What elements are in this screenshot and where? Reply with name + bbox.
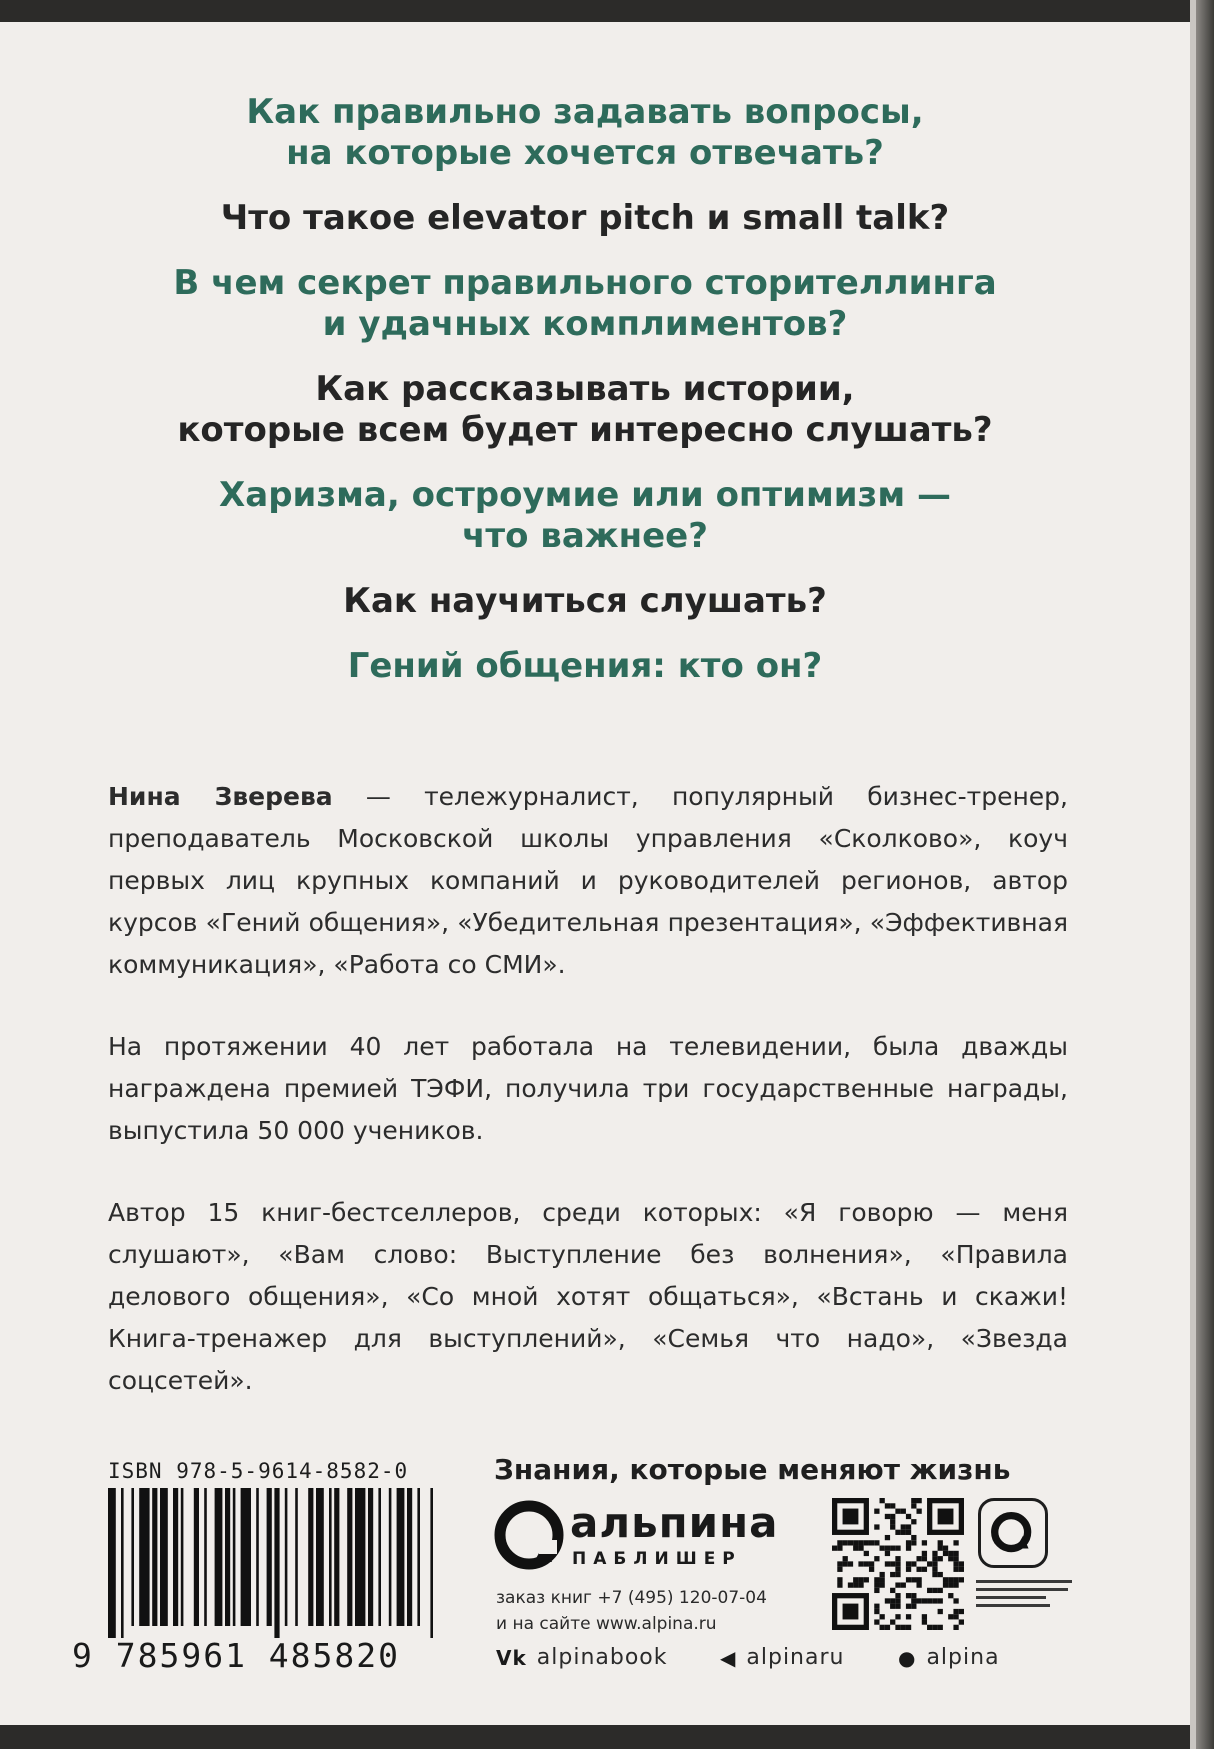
author-bio xyxy=(108,776,1068,1442)
question-2: Что такое elevator pitch и small talk? xyxy=(220,198,950,238)
bio-paragraph-1-text: — тележурналист, популярный бизнес-тренер, преподаватель Московской школы управления «Сколково», коуч первых лиц крупных компаний и руководителей регионов, автор курсов «Гений общения», «Убедительная презентация», «Эффективная коммуникация», «Работа со СМИ». xyxy=(108,782,1068,979)
qr-code-icon xyxy=(832,1498,964,1630)
publisher-tagline: Знания, которые меняют жизнь xyxy=(494,1453,1011,1486)
app-logo-icon xyxy=(981,1501,1045,1565)
social-alpina-label: alpina xyxy=(926,1645,1000,1670)
barcode-number: 9 785961 485820 xyxy=(72,1636,401,1675)
telegram-icon: ◀ xyxy=(720,1645,737,1670)
order-phone: заказ книг +7 (495) 120-07-04 xyxy=(496,1588,767,1608)
question-4: Как рассказывать истории, которые всем будет интересно слушать? xyxy=(177,369,993,450)
right-edge-shadow xyxy=(1196,0,1214,1749)
bio-paragraph-2: На протяжении 40 лет работала на телевидении, была дважды награждена премией ТЭФИ, получила три государственные награды, выпустила 50 000 учеников. xyxy=(108,1032,1068,1145)
social-alpina[interactable] xyxy=(898,1645,1000,1670)
social-telegram-label: alpinaru xyxy=(746,1645,845,1670)
publisher-brand-sub: ПАБЛИШЕР xyxy=(572,1549,742,1569)
isbn-text: ISBN 978-5-9614-8582-0 xyxy=(108,1459,409,1483)
question-3: В чем секрет правильного сторителлинга и удачных комплиментов? xyxy=(173,263,997,344)
top-edge-shadow xyxy=(0,0,1190,22)
social-vk[interactable] xyxy=(496,1645,668,1670)
question-5: Харизма, остроумие или оптимизм — что важнее? xyxy=(219,475,951,556)
question-7: Гений общения: кто он? xyxy=(347,646,823,686)
circle-icon: ● xyxy=(898,1645,917,1670)
app-store-caption-lines xyxy=(976,1580,1072,1612)
app-icon xyxy=(978,1498,1048,1568)
questions-block xyxy=(120,92,1050,711)
social-telegram[interactable] xyxy=(720,1645,844,1670)
author-name: Нина Зверева xyxy=(108,782,333,811)
bio-paragraph-3: Автор 15 книг-бестселлеров, среди которых: «Я говорю — меня слушают», «Вам слово: Выступление без волнения», «Правила делового общения», «Со мной хотят общаться», «Встань и скажи! Книга-тренажер для выступлений», «Семья что надо», «Звезда соцсетей». xyxy=(108,1198,1068,1395)
barcode xyxy=(108,1488,440,1638)
bottom-edge-shadow xyxy=(0,1725,1190,1749)
bio-paragraph-1 xyxy=(108,776,1068,986)
vk-icon: Vk xyxy=(496,1645,527,1670)
publisher-brand: альпина xyxy=(570,1498,779,1547)
question-1: Как правильно задавать вопросы, на которые хочется отвечать? xyxy=(246,92,924,173)
question-6: Как научиться слушать? xyxy=(343,581,827,621)
order-website: и на сайте www.alpina.ru xyxy=(496,1614,717,1634)
social-vk-label: alpinabook xyxy=(536,1645,668,1670)
alpina-logo-icon xyxy=(494,1500,564,1570)
